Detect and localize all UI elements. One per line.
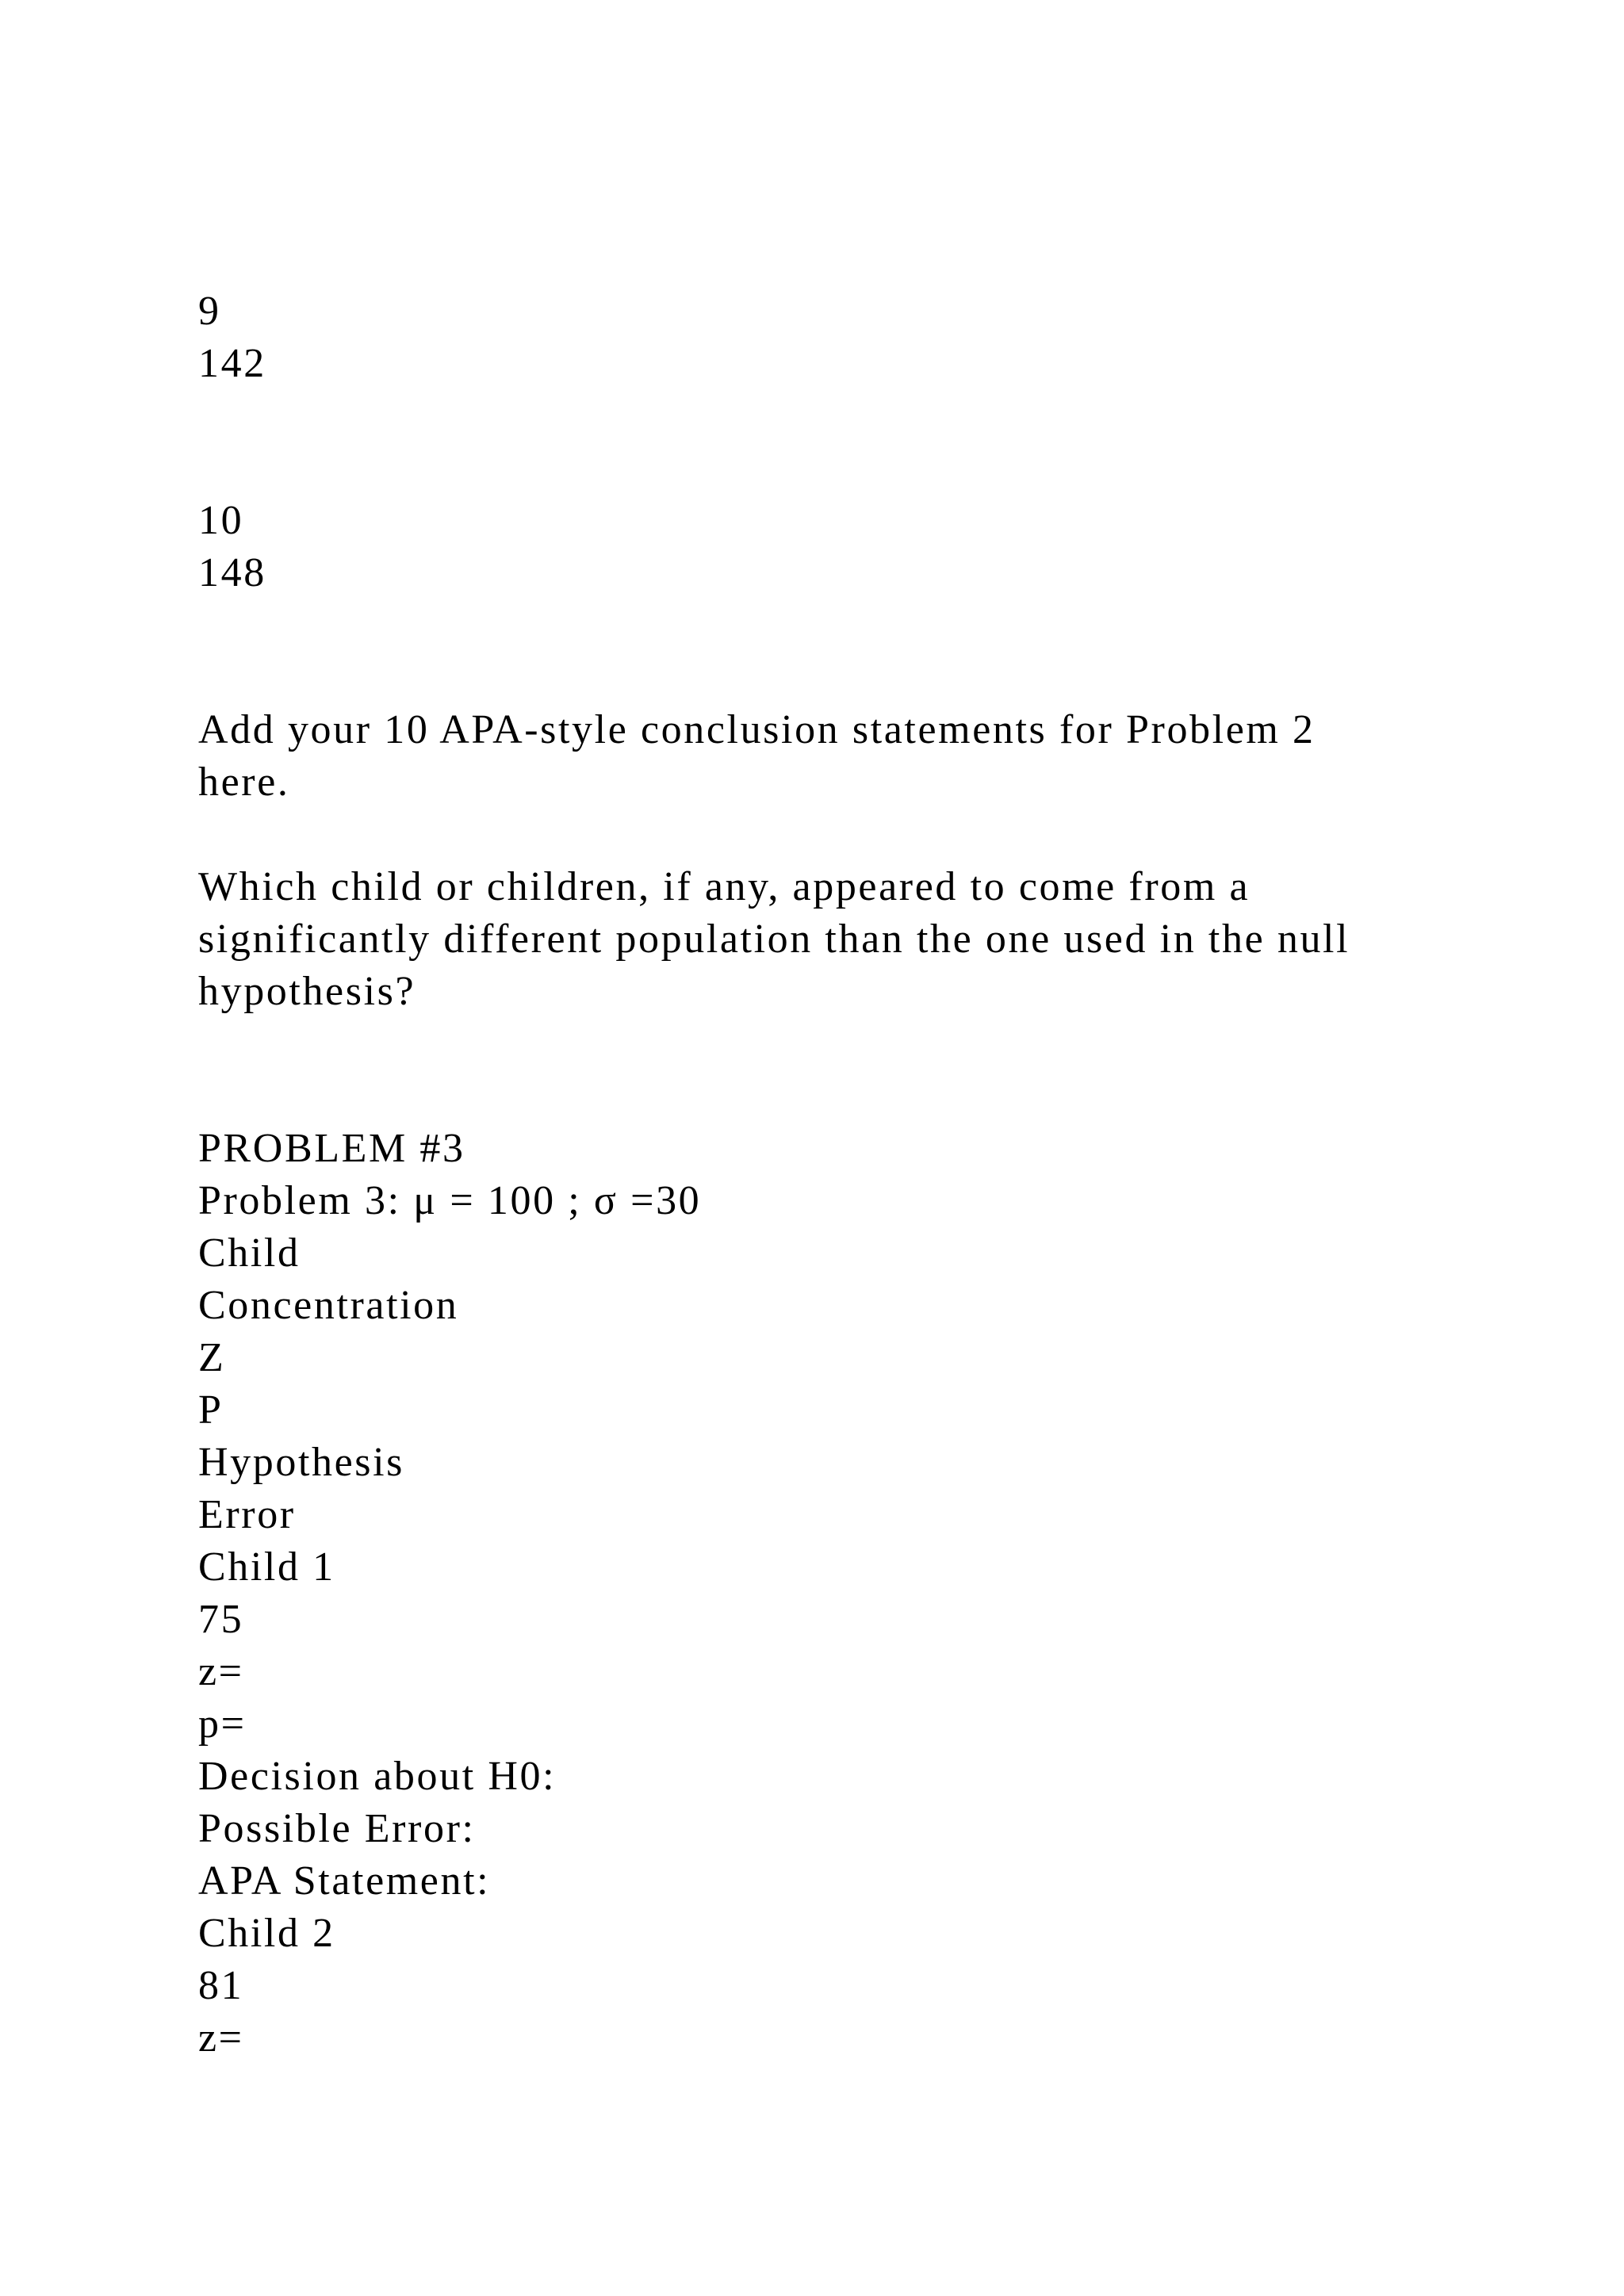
column-z: Z <box>198 1335 226 1380</box>
document-text <box>198 285 1467 2064</box>
problem2-question-line-2: significantly different population than the one used in the null <box>198 916 1350 962</box>
value-9: 9 <box>198 289 221 334</box>
column-child: Child <box>198 1230 301 1276</box>
value-142: 142 <box>198 341 266 386</box>
value-148: 148 <box>198 550 266 595</box>
child1-decision: Decision about H0: <box>198 1754 557 1799</box>
column-hypothesis: Hypothesis <box>198 1440 404 1485</box>
child1-z: z= <box>198 1649 244 1694</box>
problem2-prompt-line-1: Add your 10 APA-style conclusion statements for Problem 2 <box>198 707 1316 752</box>
value-10: 10 <box>198 498 244 543</box>
child2-label: Child 2 <box>198 1911 335 1956</box>
child1-label: Child 1 <box>198 1544 335 1590</box>
column-error: Error <box>198 1492 296 1537</box>
child1-p: p= <box>198 1701 247 1747</box>
problem3-heading: PROBLEM #3 <box>198 1126 465 1171</box>
problem2-question-line-3: hypothesis? <box>198 969 416 1014</box>
child2-value: 81 <box>198 1963 244 2008</box>
child2-z: z= <box>198 2015 244 2061</box>
problem3-params: Problem 3: μ = 100 ; σ =30 <box>198 1178 702 1223</box>
child1-error: Possible Error: <box>198 1806 476 1851</box>
problem2-prompt-line-2: here. <box>198 760 290 805</box>
child1-value: 75 <box>198 1597 244 1642</box>
column-p: P <box>198 1387 224 1433</box>
column-concentration: Concentration <box>198 1283 459 1328</box>
child1-apa: APA Statement: <box>198 1858 491 1904</box>
problem2-question-line-1: Which child or children, if any, appeared to come from a <box>198 864 1251 909</box>
